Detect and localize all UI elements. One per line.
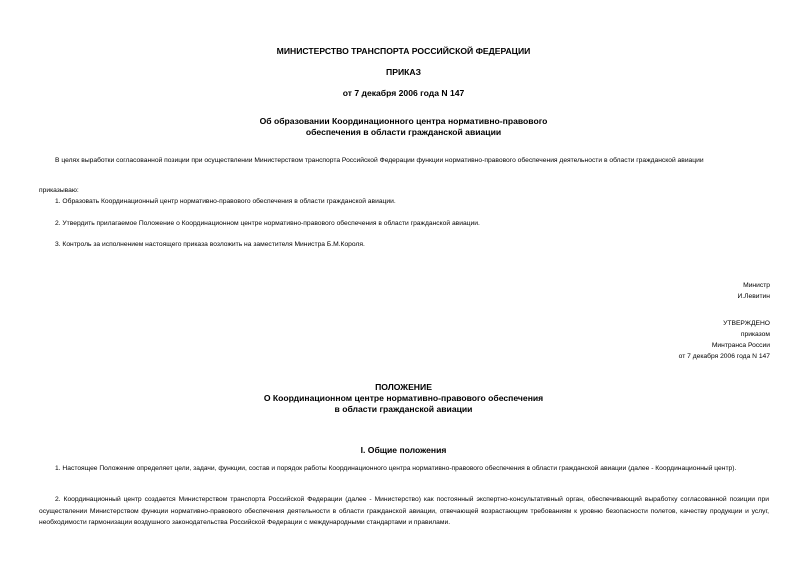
approval-stamp-line-2: приказом — [740, 331, 770, 338]
regulation-title: ПОЛОЖЕНИЕ — [375, 382, 432, 392]
regulation-subtitle-1: О Координационном центре нормативно-правового обеспечения — [263, 393, 544, 403]
section-1-title: I. Общие положения — [360, 445, 447, 455]
ministry-heading: МИНИСТЕРСТВО ТРАНСПОРТА РОССИЙСКОЙ ФЕДЕРАЦИИ — [276, 46, 531, 56]
approval-stamp-line-1: УТВЕРЖДЕНО — [723, 320, 770, 327]
approval-stamp-line-3: Минтранса России — [711, 342, 770, 349]
preamble-text: В целях выработки согласованной позиции при осуществлении Министерством транспорта Российской Федерации функции нормативно-правового обеспечения деятельности в области гражданской авиации — [55, 157, 704, 164]
regulation-subtitle-2: в области гражданской авиации — [334, 404, 473, 414]
order-item-1: 1. Образовать Координационный центр нормативно-правового обеспечения в области гражданской авиации. — [55, 198, 396, 205]
order-subject-line-2: обеспечения в области гражданской авиации — [305, 127, 502, 137]
order-item-3: 3. Контроль за исполнением настоящего приказа возложить на заместителя Министра Б.М.Короля. — [55, 241, 365, 248]
signature-title: Министр — [743, 282, 770, 289]
signature-name: И.Левитин — [737, 293, 770, 300]
order-type-heading: ПРИКАЗ — [386, 67, 421, 77]
order-subject-line-1: Об образовании Координационного центра нормативно-правового — [259, 116, 548, 126]
order-word: приказываю: — [39, 187, 79, 194]
section-1-paragraph-1: 1. Настоящее Положение определяет цели, задачи, функции, состав и порядок работы Координационного центра нормативно-правового обеспечения в области гражданской авиации (далее - Координационный центр). — [55, 465, 737, 472]
order-item-2: 2. Утвердить прилагаемое Положение о Координационном центре нормативно-правового обеспечения в области гражданской авиации. — [55, 220, 480, 227]
approval-stamp-line-4: от 7 декабря 2006 года N 147 — [678, 353, 770, 360]
order-date-number: от 7 декабря 2006 года N 147 — [342, 88, 465, 98]
section-1-paragraph-2: 2. Координационный центр создается Министерством транспорта Российской Федерации (далее - Министерство) как постоянный экспертно-консультативный орган, обеспечивающий выработку согласованной позиции при осуществлении Министерством функции нормативно-правового обеспечения деятельности в области гражданской авиации, отвечающей возрастающим требованиям к уровню безопасности полетов, качеству продукции и услуг, необходимости гармонизации воздушного законодательства Российской Федерации с международными стандартами и правилами. — [39, 496, 769, 526]
